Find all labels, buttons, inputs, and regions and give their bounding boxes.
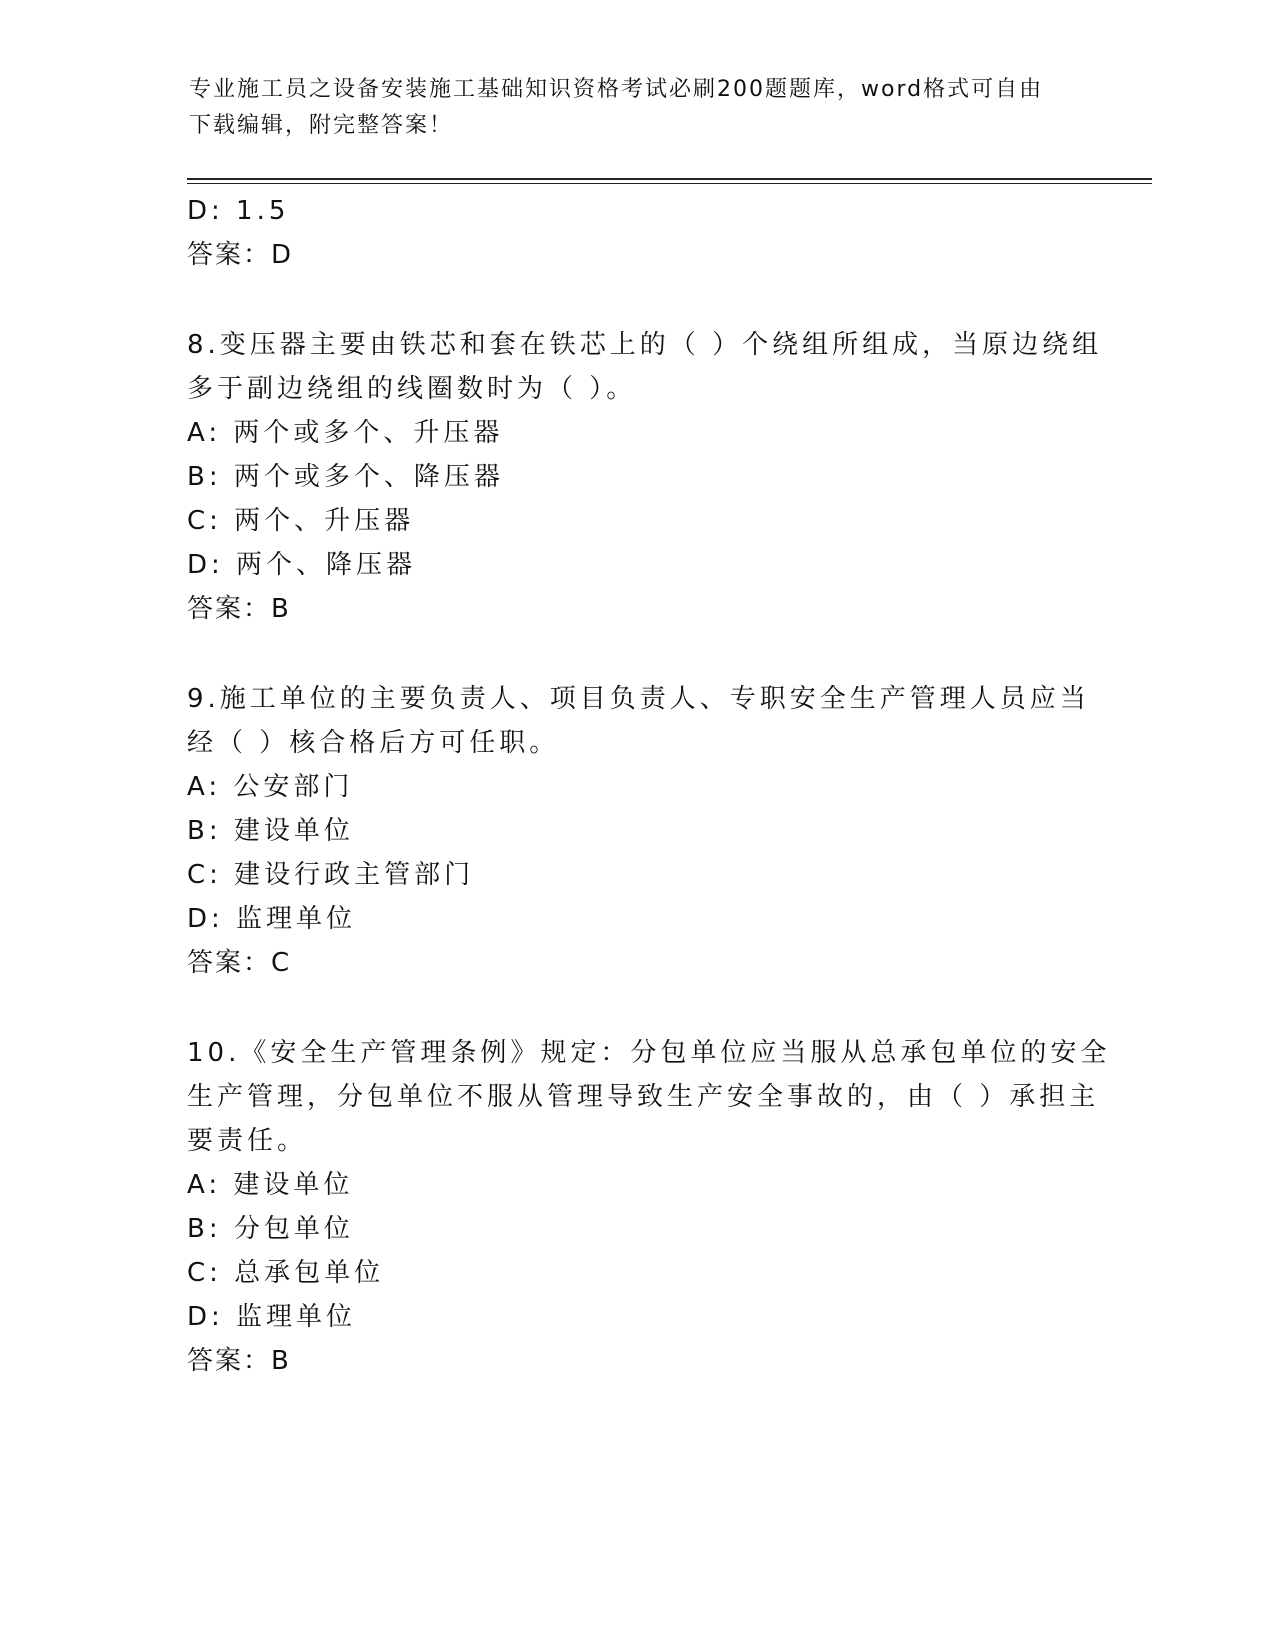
q8-answer: 答案：B <box>187 594 291 624</box>
q10-option-a: A: 建设单位 <box>187 1170 354 1200</box>
prev-answer: 答案：D <box>187 240 294 270</box>
q10-option-b: B: 分包单位 <box>187 1214 354 1244</box>
q8-option-b: B: 两个或多个、降压器 <box>187 462 504 492</box>
q10-answer: 答案：B <box>187 1346 291 1376</box>
q10-option-c: C: 总承包单位 <box>187 1258 385 1288</box>
q9-answer: 答案：C <box>187 948 292 978</box>
header-divider-thick <box>187 178 1152 180</box>
q8-option-c: C: 两个、升压器 <box>187 506 415 536</box>
q8-stem-line-2: 多于副边绕组的线圈数时为（ ）。 <box>187 374 637 404</box>
q9-option-d: D: 监理单位 <box>187 904 357 934</box>
q8-option-a: A: 两个或多个、升压器 <box>187 418 504 448</box>
q9-option-b: B: 建设单位 <box>187 816 354 846</box>
q9-option-a: A: 公安部门 <box>187 772 354 802</box>
q9-option-c: C: 建设行政主管部门 <box>187 860 475 890</box>
prev-option-d: D: 1.5 <box>187 196 290 226</box>
q10-option-d: D: 监理单位 <box>187 1302 357 1332</box>
q10-stem-line-1: 10.《安全生产管理条例》规定：分包单位应当服从总承包单位的安全 <box>187 1038 1111 1068</box>
q8-option-d: D: 两个、降压器 <box>187 550 417 580</box>
q9-stem-line-1: 9.施工单位的主要负责人、项目负责人、专职安全生产管理人员应当 <box>187 684 1090 714</box>
document-header <box>189 72 1089 144</box>
header-line-1: 专业施工员之设备安装施工基础知识资格考试必刷200题题库，word格式可自由 <box>189 77 1044 102</box>
q10-stem-line-3: 要责任。 <box>187 1126 308 1156</box>
header-line-2: 下载编辑，附完整答案！ <box>189 113 454 138</box>
q8-stem-line-1: 8.变压器主要由铁芯和套在铁芯上的（ ）个绕组所组成，当原边绕组 <box>187 330 1103 360</box>
header-divider-thin <box>187 183 1152 184</box>
q10-stem-line-2: 生产管理，分包单位不服从管理导致生产安全事故的，由（ ）承担主 <box>187 1082 1100 1112</box>
q9-stem-line-2: 经（ ）核合格后方可任职。 <box>187 728 560 758</box>
